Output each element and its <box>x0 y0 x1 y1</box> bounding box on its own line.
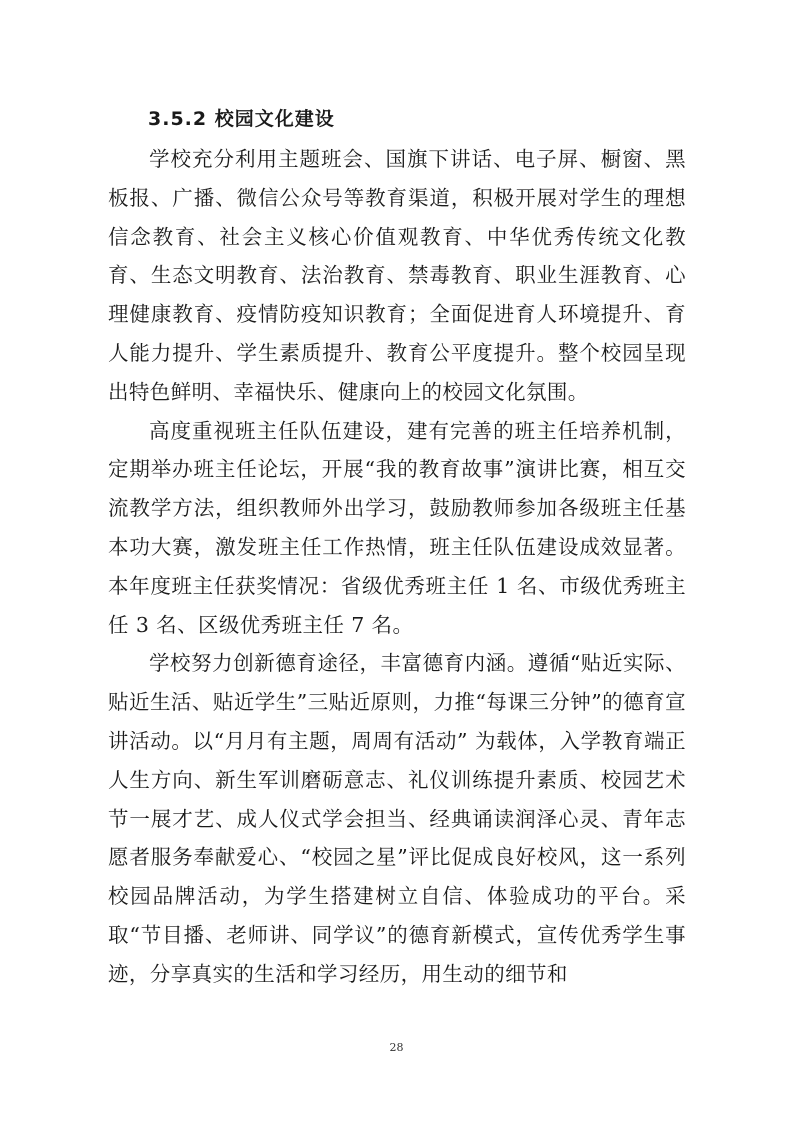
body-text <box>108 140 686 994</box>
section-heading: 3.5.2 校园文化建设 <box>148 108 335 130</box>
paragraph-moral-education-innovation: 学校努力创新德育途径，丰富德育内涵。遵循“贴近实际、贴近生活、贴近学生”三贴近原则，力推“每课三分钟”的德育宣讲活动。以“月月有主题，周周有活动” 为载体，入学教育端正人生方向、新生军训磨砺意志、礼仪训练提升素质、校园艺术节一展才艺、成人仪式学会担当、经典诵读润泽心灵、青年志愿者服务奉献爱心、“校园之星”评比促成良好校风，这一系列校园品牌活动，为学生搭建树立自信、体验成功的平台。采取“节目播、老师讲、同学议”的德育新模式，宣传优秀学生事迹，分享真实的生活和学习经历，用生动的细节和 <box>108 651 686 986</box>
page-number: 28 <box>389 1041 404 1054</box>
paragraph-class-teacher-team: 高度重视班主任队伍建设，建有完善的班主任培养机制，定期举办班主任论坛，开展“我的教育故事”演讲比赛，相互交流教学方法，组织教师外出学习，鼓励教师参加各级班主任基本功大赛，激发班主任工作热情，班主任队伍建设成效显著。本年度班主任获奖情况：省级优秀班主任 1 名、市级优秀班主任 3 名、区级优秀班主任 7 名。 <box>108 418 686 637</box>
paragraph-campus-culture-education: 学校充分利用主题班会、国旗下讲话、电子屏、橱窗、黑板报、广播、微信公众号等教育渠道，积极开展对学生的理想信念教育、社会主义核心价值观教育、中华优秀传统文化教育、生态文明教育、法治教育、禁毒教育、职业生涯教育、心理健康教育、疫情防疫知识教育；全面促进育人环境提升、育人能力提升、学生素质提升、教育公平度提升。整个校园呈现出特色鲜明、幸福快乐、健康向上的校园文化氛围。 <box>108 147 686 404</box>
